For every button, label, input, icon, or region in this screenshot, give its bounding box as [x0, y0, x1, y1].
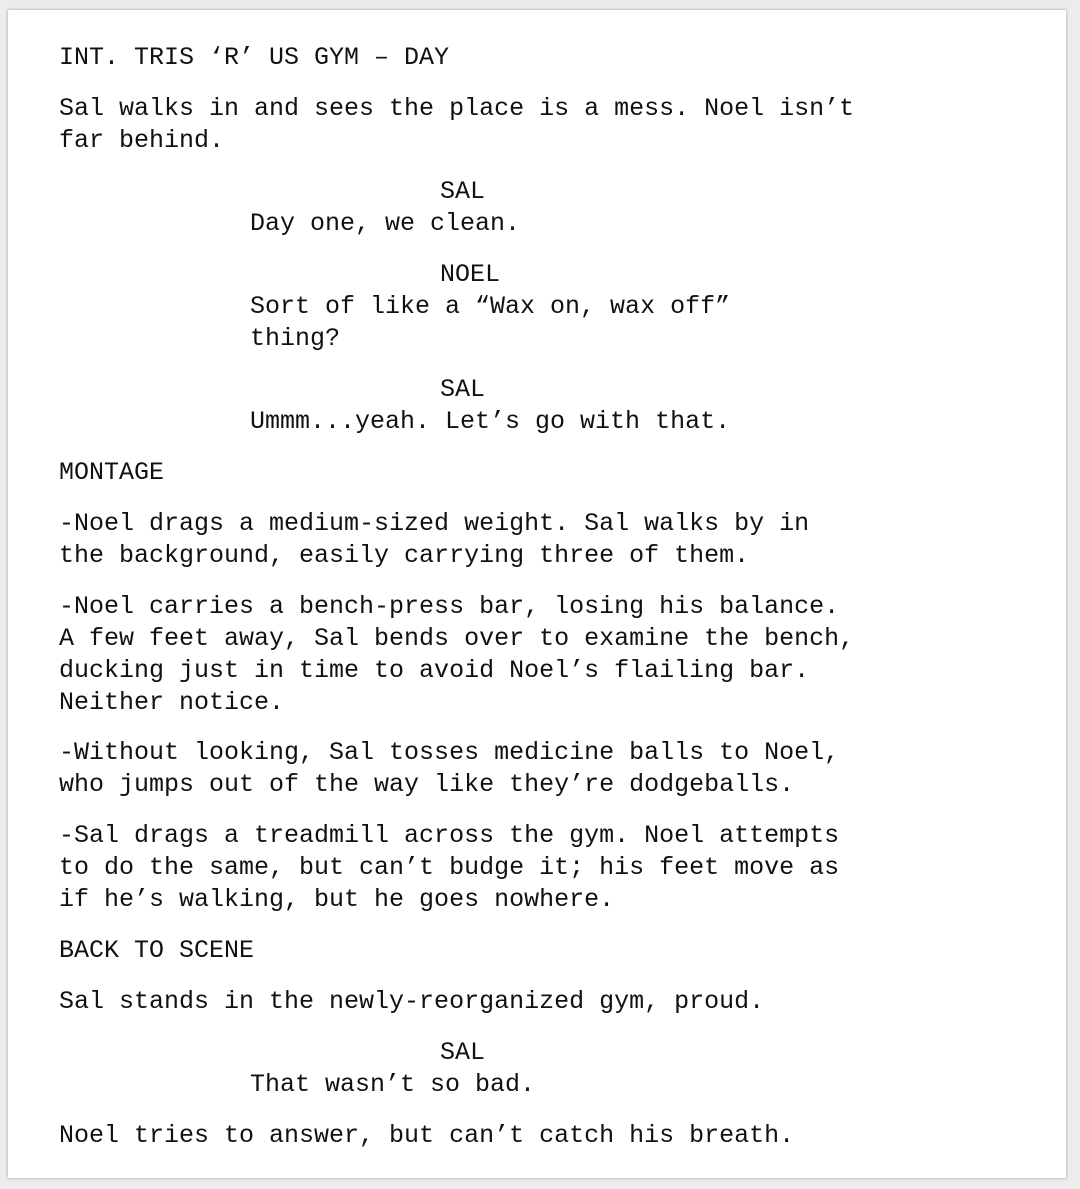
action-line: Sal stands in the newly-reorganized gym, proud.: [59, 987, 765, 1016]
montage-line: -Noel drags a medium-sized weight. Sal walks by in: [59, 509, 810, 538]
montage-line: Neither notice.: [59, 688, 285, 717]
montage-line: if he’s walking, but he goes nowhere.: [59, 885, 615, 914]
montage-line: to do the same, but can’t budge it; his feet move as: [59, 853, 840, 882]
character-cue: SAL: [440, 375, 486, 404]
scene-heading: INT. TRIS ‘R’ US GYM – DAY: [59, 43, 450, 72]
dialogue-line: thing?: [250, 324, 341, 353]
montage-line: -Sal drags a treadmill across the gym. Noel attempts: [59, 821, 840, 850]
transition-montage: MONTAGE: [59, 458, 165, 487]
transition-back-to-scene: BACK TO SCENE: [59, 936, 255, 965]
dialogue-line: Ummm...yeah. Let’s go with that.: [250, 407, 731, 436]
montage-line: -Noel carries a bench-press bar, losing his balance.: [59, 592, 840, 621]
dialogue-line: Sort of like a “Wax on, wax off”: [250, 292, 731, 321]
montage-line: the background, easily carrying three of them.: [59, 541, 750, 570]
dialogue-line: That wasn’t so bad.: [250, 1070, 536, 1099]
script-page: [8, 10, 1066, 1178]
action-line: Noel tries to answer, but can’t catch his breath.: [59, 1121, 795, 1150]
montage-line: -Without looking, Sal tosses medicine balls to Noel,: [59, 738, 840, 767]
dialogue-line: Day one, we clean.: [250, 209, 521, 238]
action-line: far behind.: [59, 126, 225, 155]
montage-line: who jumps out of the way like they’re dodgeballs.: [59, 770, 795, 799]
character-cue: SAL: [440, 1038, 486, 1067]
montage-line: ducking just in time to avoid Noel’s flailing bar.: [59, 656, 810, 685]
action-line: Sal walks in and sees the place is a mess. Noel isn’t: [59, 94, 855, 123]
montage-line: A few feet away, Sal bends over to examine the bench,: [59, 624, 855, 653]
character-cue: NOEL: [440, 260, 501, 289]
character-cue: SAL: [440, 177, 486, 206]
